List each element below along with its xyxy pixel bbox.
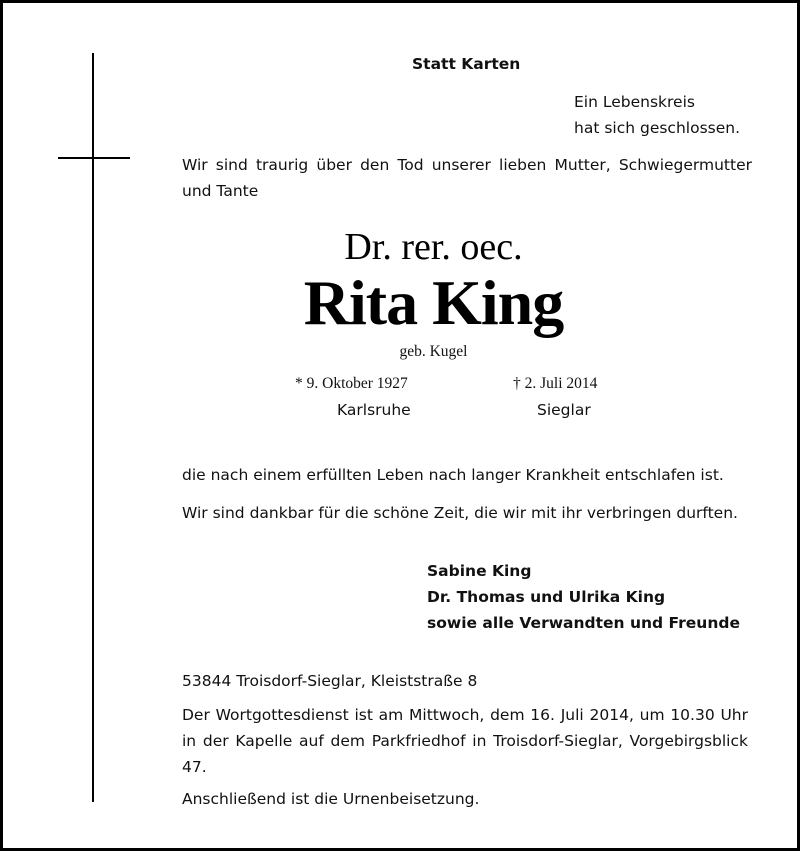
quote-line-1: Ein Lebenskreis bbox=[574, 93, 695, 111]
signatory-1: Sabine King bbox=[427, 562, 532, 580]
signatory-3: sowie alle Verwandten und Freunde bbox=[427, 614, 740, 632]
passing-text: die nach einem erfüllten Leben nach langer Krankheit entschlafen ist. bbox=[182, 466, 724, 484]
quote-line-2: hat sich geschlossen. bbox=[574, 119, 741, 137]
service-text: Der Wortgottesdienst ist am Mittwoch, dem 16. Juli 2014, um 10.30 Uhr in der Kapelle auf dem Parkfriedhof in Troisdorf-Sieglar, Vorgebirgsblick 47. bbox=[182, 706, 748, 776]
birth-place: Karlsruhe bbox=[337, 401, 411, 419]
academic-title: Dr. rer. oec. bbox=[344, 226, 523, 268]
cross-icon-vertical bbox=[92, 53, 94, 802]
signatory-2: Dr. Thomas und Ulrika King bbox=[427, 588, 666, 606]
burial-text: Anschließend ist die Urnenbeisetzung. bbox=[182, 790, 480, 808]
intro-text: Wir sind traurig über den Tod unserer lieben Mutter, Schwiegermutter und Tante bbox=[182, 156, 752, 200]
notice-heading: Statt Karten bbox=[412, 55, 521, 73]
death-date: † 2. Juli 2014 bbox=[513, 375, 598, 392]
maiden-name: geb. Kugel bbox=[399, 343, 468, 360]
gratitude-text: Wir sind dankbar für die schöne Zeit, die wir mit ihr verbringen durften. bbox=[182, 504, 738, 522]
deceased-name: Rita King bbox=[303, 267, 564, 338]
cross-icon-horizontal bbox=[58, 157, 130, 159]
death-place: Sieglar bbox=[537, 401, 591, 419]
address: 53844 Troisdorf-Sieglar, Kleiststraße 8 bbox=[182, 672, 478, 690]
birth-date: * 9. Oktober 1927 bbox=[295, 375, 408, 392]
